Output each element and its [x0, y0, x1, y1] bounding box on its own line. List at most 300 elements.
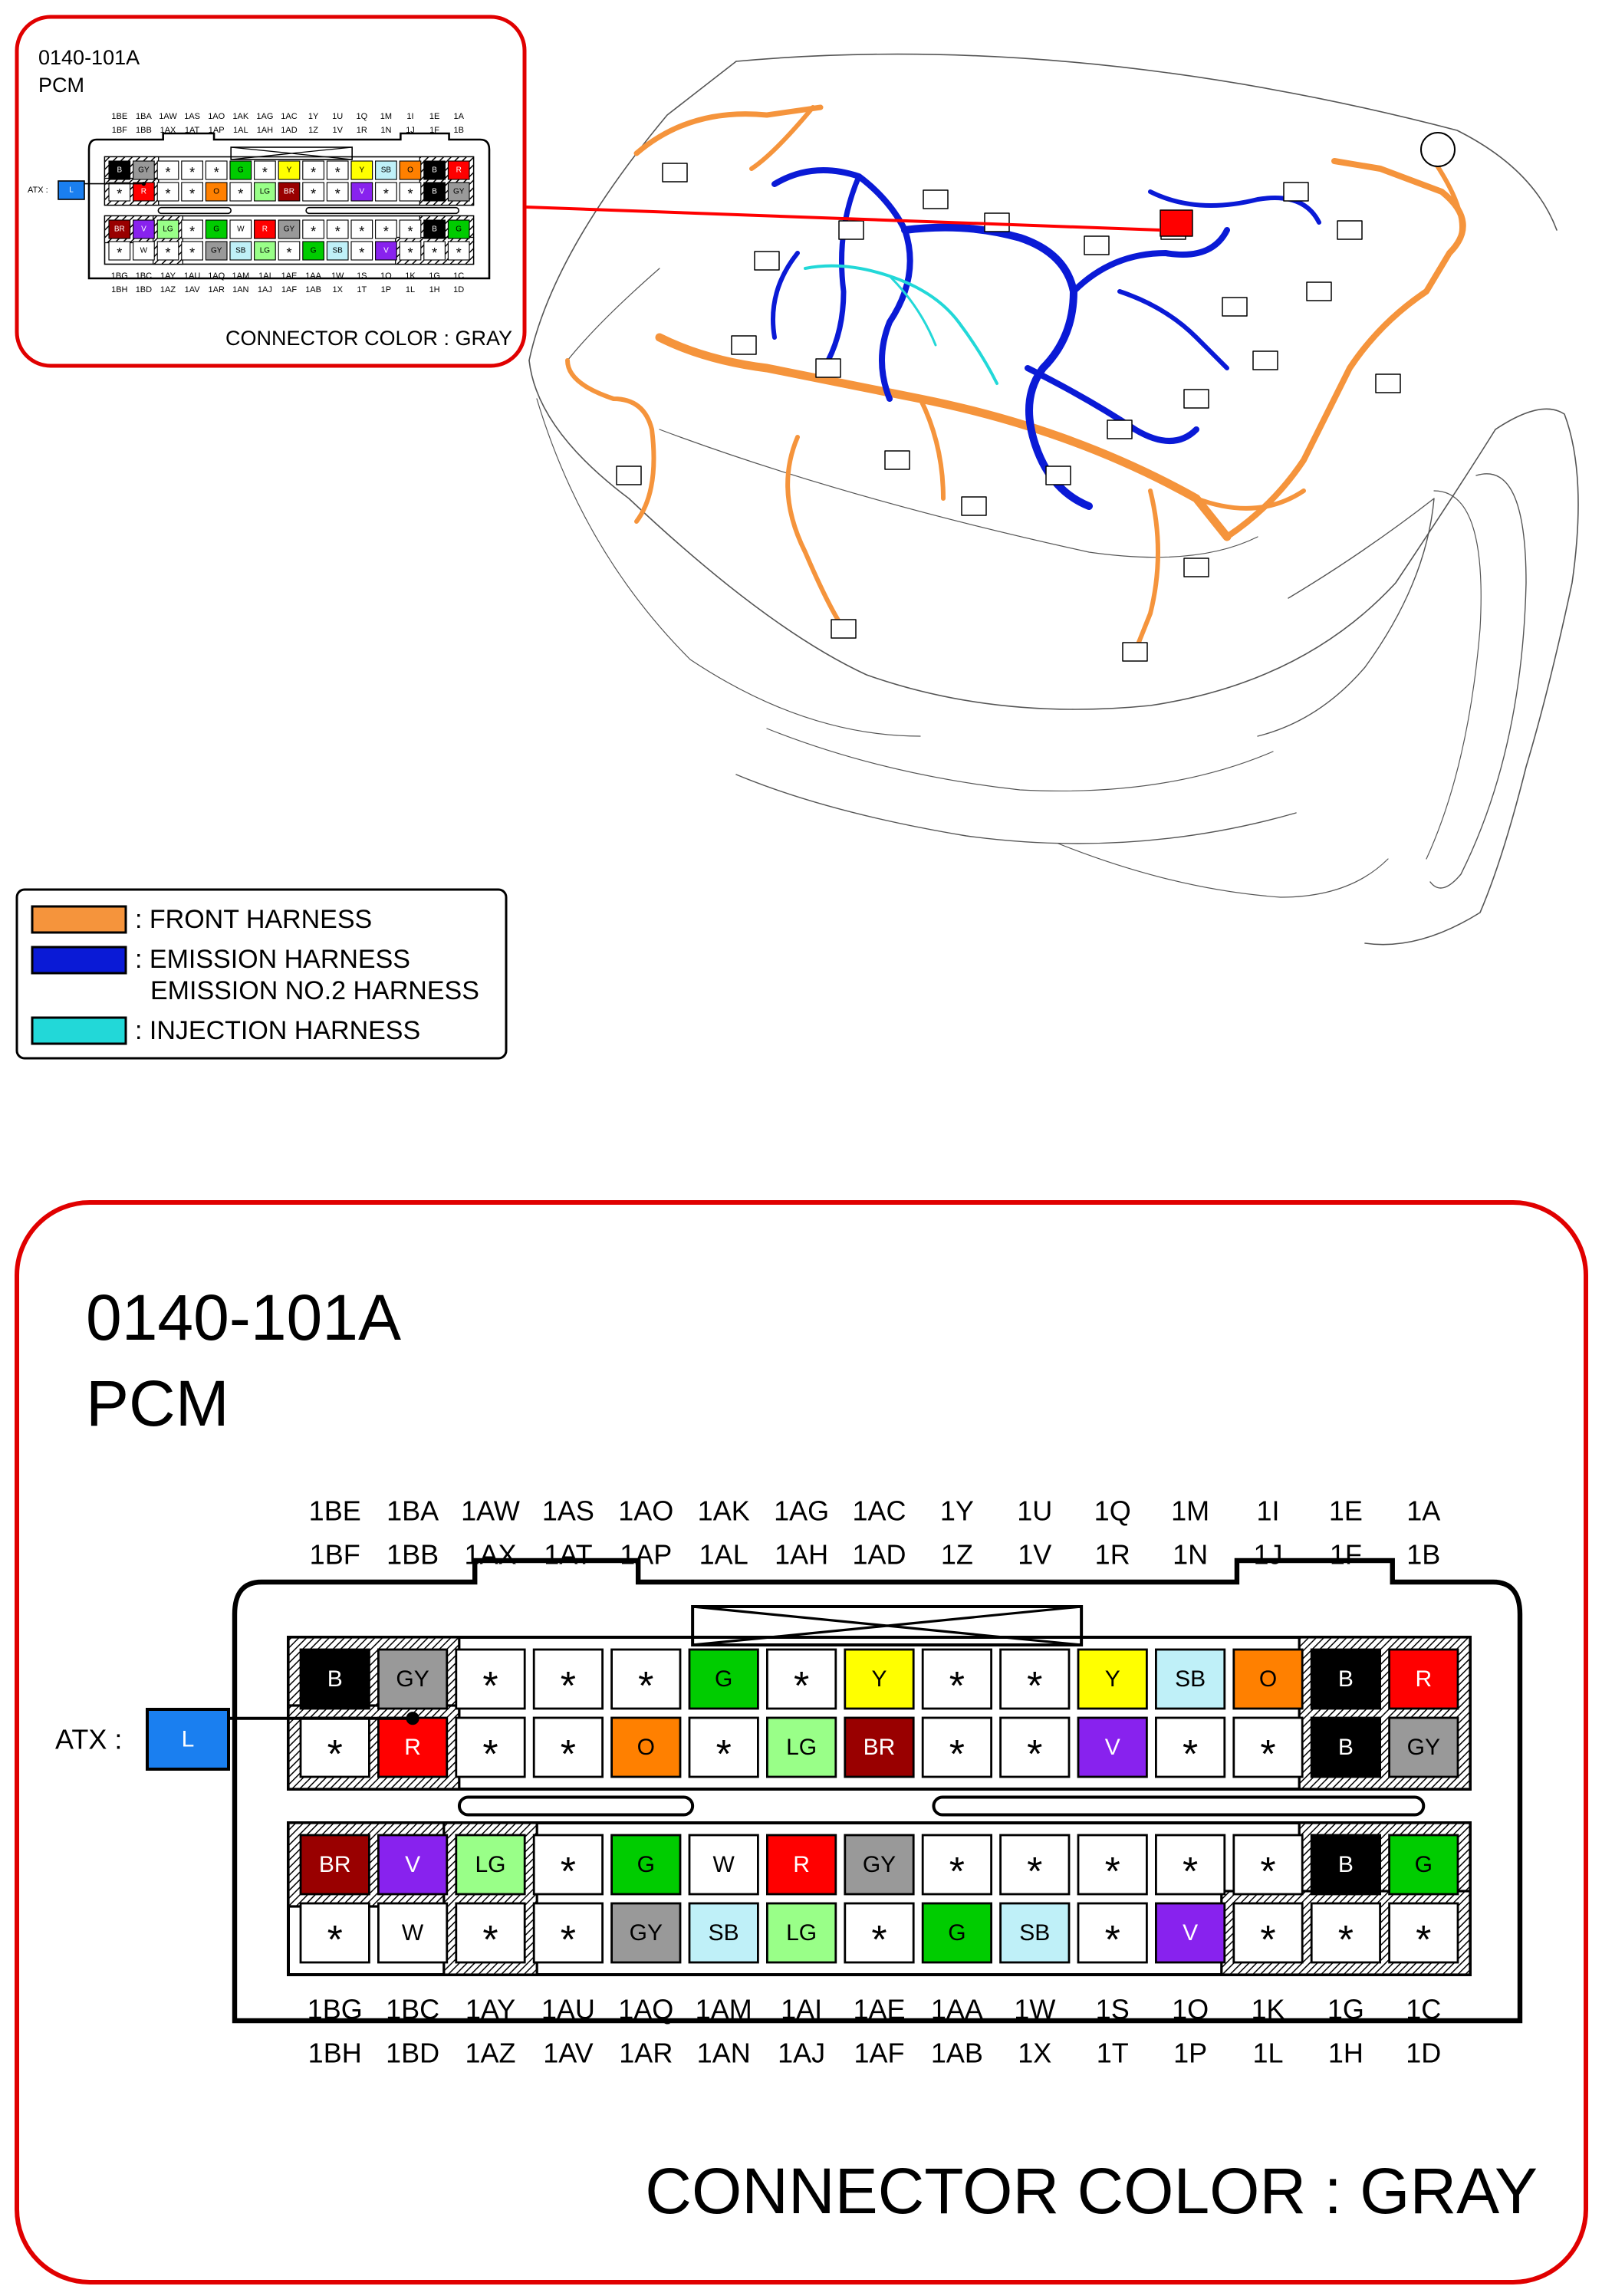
large-pin-unused: *	[1260, 1849, 1276, 1894]
inset-pin-number-label: 1AQ	[208, 271, 225, 281]
large-pin-unused: *	[482, 1917, 498, 1962]
inset-pin-number-label: 1AK	[232, 112, 249, 121]
large-pin-number-label: 1P	[1173, 2037, 1208, 2069]
inset-pin-number-label: 1AY	[160, 271, 176, 281]
inset-rail-right	[306, 208, 459, 214]
inset-pin-number-label: 1AR	[208, 285, 225, 294]
large-pin-number-label: 1AI	[781, 1993, 823, 2025]
inset-pin-unused: *	[334, 186, 340, 202]
large-pin-number-label: 1AZ	[465, 2037, 516, 2069]
inset-pin-number-label: 1T	[357, 285, 367, 294]
inset-pin-unused: *	[189, 245, 196, 262]
inset-pin-number-label: 1O	[380, 271, 392, 281]
large-pin-unused: *	[327, 1917, 343, 1962]
large-pin-number-label: 1AG	[774, 1495, 830, 1527]
spoiler-line	[1058, 844, 1388, 897]
grille-upper	[767, 729, 1273, 791]
large-pin-wire-color: Y	[871, 1666, 887, 1692]
inset-pin-number-label: 1AB	[305, 285, 321, 294]
large-pin-unused: *	[560, 1663, 577, 1709]
inset-pin-wire-color: SB	[235, 246, 246, 255]
inset-pin-wire-color: SB	[332, 246, 343, 255]
large-pin-number-label: 1AE	[853, 1993, 906, 2025]
large-pin-number-label: 1AY	[465, 1993, 516, 2025]
inset-pin-wire-color: O	[213, 187, 220, 196]
inset-pin-unused: *	[117, 186, 123, 202]
inset-pin-unused: *	[165, 186, 171, 202]
ground-terminal-icon	[1421, 133, 1455, 166]
inset-pin-number-label: 1BA	[136, 112, 152, 121]
large-pin-wire-color: B	[1337, 1852, 1354, 1877]
inset-pin-number-label: 1B	[453, 126, 464, 135]
large-pin-wire-color: W	[712, 1852, 735, 1877]
large-pin-wire-color: GY	[862, 1852, 896, 1877]
large-pin-number-label: 1Y	[939, 1495, 974, 1527]
inset-pin-wire-color: V	[141, 225, 146, 234]
inset-pin-wire-color: R	[140, 187, 147, 196]
inset-connector-code: 0140-101A	[38, 46, 140, 69]
large-pin-unused: *	[1260, 1917, 1276, 1962]
emission-no2-harness-label: EMISSION NO.2 HARNESS	[150, 976, 479, 1005]
large-pin-number-label: 1C	[1406, 1993, 1442, 2025]
inset-pin-wire-color: G	[310, 246, 317, 255]
inset-pin-number-label: 1BH	[111, 285, 128, 294]
large-pin-unused: *	[327, 1732, 343, 1777]
large-pin-unused: *	[638, 1663, 654, 1709]
large-pin-number-label: 1W	[1014, 1993, 1056, 2025]
large-pin-wire-color: SB	[1175, 1666, 1206, 1692]
inset-pin-number-label: 1BB	[136, 126, 152, 135]
harness-connector-1	[732, 336, 756, 354]
inset-pin-number-label: 1AZ	[160, 285, 176, 294]
inset-pin-wire-color: B	[432, 225, 437, 234]
large-pin-number-label: 1T	[1096, 2037, 1129, 2069]
inset-pin-number-label: 1W	[331, 271, 344, 281]
large-pin-wire-color: R	[793, 1852, 810, 1877]
large-pin-unused: *	[949, 1849, 965, 1894]
inset-pin-number-label: 1R	[356, 126, 367, 135]
large-pin-number-label: 1R	[1094, 1538, 1130, 1571]
large-pin-number-label: 1L	[1252, 2037, 1284, 2069]
inset-pin-wire-color: Y	[359, 166, 365, 175]
large-rail-left	[459, 1797, 692, 1814]
inset-pin-wire-color: Y	[286, 166, 292, 175]
large-pin-wire-color: V	[1104, 1735, 1120, 1760]
large-pin-wire-color: V	[405, 1852, 421, 1877]
inset-rail-left	[158, 208, 231, 214]
inset-pin-wire-color: SB	[380, 166, 392, 175]
large-pin-unused: *	[1027, 1732, 1043, 1777]
inset-pin-unused: *	[165, 245, 171, 262]
inset-pin-wire-color: R	[262, 225, 268, 234]
headlamp-right	[1258, 498, 1434, 736]
inset-pin-wire-color: B	[432, 166, 437, 175]
inset-pin-unused: *	[432, 245, 438, 262]
inset-connector-panel	[17, 17, 525, 366]
large-pin-unused: *	[1182, 1849, 1199, 1894]
large-atx-dot	[406, 1712, 419, 1725]
large-pin-number-label: 1U	[1017, 1495, 1053, 1527]
large-pin-number-label: 1AJ	[778, 2037, 826, 2069]
harness-connector-22	[1184, 558, 1209, 577]
large-pin-number-label: 1G	[1327, 1993, 1364, 2025]
large-pin-wire-color: G	[637, 1852, 655, 1877]
harness-connector-9	[1307, 282, 1331, 301]
inset-pin-number-label: 1K	[405, 271, 416, 281]
inset-pin-unused: *	[262, 165, 268, 181]
harness-connector-6	[1107, 420, 1132, 439]
large-pin-number-label: 1BB	[387, 1538, 439, 1571]
hood-front-edge	[660, 429, 1258, 558]
inset-pin-number-label: 1C	[453, 271, 465, 281]
large-pin-number-label: 1J	[1253, 1538, 1283, 1571]
inset-pin-number-label: 1AV	[184, 285, 200, 294]
large-pin-unused: *	[1027, 1849, 1043, 1894]
large-pin-unused: *	[871, 1917, 887, 1962]
inset-pin-number-label: 1AG	[256, 112, 274, 121]
harness-connector-8	[1253, 351, 1278, 370]
harness-connector-14	[1084, 236, 1109, 255]
large-pin-number-label: 1AB	[930, 2037, 983, 2069]
inset-pin-number-label: 1AE	[281, 271, 298, 281]
inset-pin-unused: *	[334, 165, 340, 181]
large-pin-wire-color: G	[715, 1666, 733, 1692]
inset-pin-wire-color: GY	[138, 166, 150, 175]
inset-pin-unused: *	[359, 245, 365, 262]
large-pin-unused: *	[1182, 1732, 1199, 1777]
large-pin-wire-color: LG	[786, 1735, 817, 1760]
large-pin-wire-color: G	[948, 1920, 966, 1946]
inset-pin-unused: *	[383, 224, 389, 240]
inset-pin-number-label: 1A	[453, 112, 464, 121]
inset-pin-unused: *	[407, 224, 413, 240]
inset-pin-unused: *	[407, 186, 413, 202]
inset-pin-number-label: 1BF	[111, 126, 127, 135]
large-pin-number-label: 1AL	[699, 1538, 748, 1571]
harness-connector-16	[923, 190, 948, 209]
harness-route-1	[660, 337, 1227, 537]
large-pin-number-label: 1D	[1406, 2037, 1442, 2069]
large-atx-wire-color: L	[181, 1726, 195, 1752]
large-pin-wire-color: GY	[629, 1920, 663, 1946]
inset-pin-number-label: 1Q	[356, 112, 368, 121]
inset-pin-wire-color: B	[432, 187, 437, 196]
inset-pin-number-label: 1I	[406, 112, 414, 121]
inset-pin-wire-color: G	[237, 166, 244, 175]
harness-connector-21	[1123, 643, 1147, 661]
large-pin-number-label: 1E	[1328, 1495, 1363, 1527]
inset-pin-wire-color: BR	[113, 225, 125, 234]
inset-pin-number-label: 1BC	[135, 271, 153, 281]
inset-pin-wire-color: LG	[259, 246, 271, 255]
harness-route-11	[905, 228, 1089, 506]
inset-pin-wire-color: G	[213, 225, 220, 234]
inset-pin-number-label: 1V	[332, 126, 343, 135]
large-pin-number-label: 1BA	[387, 1495, 439, 1527]
inset-pin-number-label: 1P	[380, 285, 392, 294]
large-pin-number-label: 1AS	[541, 1495, 594, 1527]
harness-connector-20	[831, 620, 856, 638]
large-pin-unused: *	[560, 1917, 577, 1962]
large-pin-number-label: 1AR	[619, 2037, 673, 2069]
harness-connector-2	[816, 359, 840, 377]
large-pin-wire-color: LG	[786, 1920, 817, 1946]
large-pin-number-label: 1AW	[461, 1495, 520, 1527]
inset-pin-number-label: 1AT	[184, 126, 200, 135]
large-pin-wire-color: O	[1258, 1666, 1278, 1692]
inset-pin-number-label: 1U	[332, 112, 344, 121]
inset-pin-wire-color: GY	[283, 225, 295, 234]
large-pin-wire-color: LG	[475, 1852, 506, 1877]
large-pin-number-label: 1S	[1095, 1993, 1130, 2025]
large-pin-number-label: 1AV	[543, 2037, 594, 2069]
emission-harness-swatch	[32, 947, 126, 973]
large-pin-unused: *	[560, 1849, 577, 1894]
wheel-arch	[1430, 474, 1526, 888]
inset-pin-wire-color: B	[117, 166, 123, 175]
inset-pin-wire-color: R	[456, 166, 462, 175]
large-pin-number-label: 1AF	[854, 2037, 905, 2069]
inset-pin-wire-color: V	[359, 187, 365, 196]
inset-pin-wire-color: W	[140, 246, 148, 255]
inset-pin-wire-color: GY	[210, 246, 222, 255]
harness-connector-3	[885, 451, 910, 469]
inset-pin-wire-color: LG	[259, 187, 271, 196]
large-pin-number-label: 1F	[1329, 1538, 1362, 1571]
inset-pin-number-label: 1L	[405, 285, 416, 294]
harness-connector-4	[962, 497, 986, 515]
inset-pin-unused: *	[383, 186, 389, 202]
large-pin-number-label: 1K	[1251, 1993, 1285, 2025]
inset-pin-number-label: 1AO	[208, 112, 225, 121]
large-pin-number-label: 1V	[1018, 1538, 1052, 1571]
inset-pin-wire-color: LG	[163, 225, 173, 234]
inset-pin-number-label: 1F	[429, 126, 440, 135]
harness-legend	[17, 890, 506, 1058]
harness-connector-19	[617, 466, 641, 485]
inset-pin-number-label: 1BD	[135, 285, 153, 294]
front-harness-label: : FRONT HARNESS	[135, 905, 373, 934]
large-pin-wire-color: O	[637, 1735, 655, 1760]
large-pin-number-label: 1B	[1406, 1538, 1441, 1571]
inset-pin-number-label: 1AA	[305, 271, 321, 281]
large-pin-number-label: 1Z	[940, 1538, 973, 1571]
inset-pin-number-label: 1AF	[281, 285, 298, 294]
large-pin-number-label: 1M	[1171, 1495, 1210, 1527]
harness-connector-23	[1376, 374, 1400, 393]
fender-right	[1365, 409, 1578, 944]
large-pin-number-label: 1Q	[1094, 1495, 1131, 1527]
large-pin-number-label: 1AT	[544, 1538, 593, 1571]
large-pin-number-label: 1BH	[308, 2037, 362, 2069]
inset-connector-name: PCM	[38, 74, 84, 97]
inset-pin-number-label: 1AL	[233, 126, 248, 135]
inset-pin-number-label: 1AI	[258, 271, 271, 281]
large-pin-wire-color: R	[1415, 1666, 1433, 1692]
inset-pin-number-label: 1D	[453, 285, 465, 294]
inset-pin-number-label: 1AC	[281, 112, 298, 121]
large-pin-number-label: 1A	[1406, 1495, 1441, 1527]
inset-pin-wire-color: G	[456, 225, 462, 234]
large-pin-unused: *	[1416, 1917, 1432, 1962]
large-pin-wire-color: SB	[708, 1920, 739, 1946]
large-pin-unused: *	[482, 1732, 498, 1777]
inset-pin-unused: *	[286, 245, 292, 262]
large-pin-unused: *	[482, 1663, 498, 1709]
inset-pin-number-label: 1Y	[308, 112, 319, 121]
inset-pin-number-label: 1E	[429, 112, 440, 121]
inset-atx-label: ATX :	[28, 186, 48, 195]
harness-connector-11	[1284, 183, 1308, 201]
inset-pin-wire-color: BR	[284, 187, 294, 196]
inset-pin-unused: *	[117, 245, 123, 262]
harness-connector-18	[755, 252, 779, 270]
inset-pin-unused: *	[189, 224, 196, 240]
inset-pin-unused: *	[359, 224, 365, 240]
large-pin-unused: *	[560, 1732, 577, 1777]
large-pin-wire-color: B	[1337, 1666, 1354, 1692]
inset-pin-number-label: 1BE	[111, 112, 128, 121]
large-connector-name: PCM	[86, 1367, 229, 1439]
inset-pin-unused: *	[311, 224, 317, 240]
large-pin-number-label: 1BE	[308, 1495, 361, 1527]
large-pin-wire-color: SB	[1019, 1920, 1051, 1946]
harness-route-5	[788, 437, 844, 629]
inset-pin-number-label: 1AX	[160, 126, 176, 135]
large-pin-number-label: 1AM	[695, 1993, 752, 2025]
inset-pin-number-label: 1AM	[232, 271, 250, 281]
large-pin-number-label: 1AP	[620, 1538, 673, 1571]
harness-connector-7	[1184, 390, 1209, 408]
inset-pin-number-label: 1M	[380, 112, 393, 121]
inset-atx-wire-color: L	[69, 186, 74, 195]
large-pin-unused: *	[1260, 1732, 1276, 1777]
harness-connector-5	[1046, 466, 1071, 485]
inset-pin-unused: *	[189, 165, 196, 181]
large-connector-color-label: CONNECTOR COLOR : GRAY	[645, 2155, 1538, 2227]
large-pin-wire-color: BR	[318, 1852, 351, 1877]
large-pin-wire-color: V	[1183, 1920, 1199, 1946]
large-pin-number-label: 1BG	[307, 1993, 363, 2025]
large-pin-number-label: 1N	[1173, 1538, 1209, 1571]
inset-pin-unused: *	[456, 245, 462, 262]
harness-connector-10	[1337, 221, 1362, 239]
inset-pin-number-label: 1G	[429, 271, 440, 281]
grille-lower	[736, 775, 1296, 844]
inset-atx-dot	[142, 182, 146, 186]
large-pin-number-label: 1AN	[696, 2037, 751, 2069]
large-atx-label: ATX :	[55, 1723, 123, 1755]
large-pin-number-label: 1AQ	[618, 1993, 674, 2025]
large-pin-wire-color: Y	[1104, 1666, 1120, 1692]
inset-pin-unused: *	[238, 186, 244, 202]
inset-pin-number-label: 1AH	[256, 126, 274, 135]
large-pin-number-label: 1AX	[464, 1538, 517, 1571]
large-pin-number-label: 1AU	[541, 1993, 595, 2025]
large-pin-unused: *	[1337, 1917, 1354, 1962]
large-pin-wire-color: R	[404, 1735, 421, 1760]
inset-pin-wire-color: V	[383, 246, 389, 255]
inset-pin-unused: *	[311, 186, 317, 202]
harness-route-16	[1120, 291, 1227, 368]
large-pin-unused: *	[793, 1663, 810, 1709]
harness-route-4	[567, 360, 654, 521]
inset-pin-unused: *	[165, 165, 171, 181]
harness-route-6	[920, 399, 943, 498]
large-pin-unused: *	[1104, 1917, 1120, 1962]
large-pin-number-label: 1I	[1256, 1495, 1280, 1527]
large-pin-number-label: 1BD	[386, 2037, 440, 2069]
inset-pin-number-label: 1AP	[208, 126, 225, 135]
large-pin-wire-color: B	[1337, 1735, 1354, 1760]
inset-pin-unused: *	[189, 186, 196, 202]
large-pin-number-label: 1AO	[618, 1495, 674, 1527]
large-pin-number-label: 1H	[1327, 2037, 1364, 2069]
inset-pin-number-label: 1J	[406, 126, 415, 135]
large-pin-unused: *	[949, 1732, 965, 1777]
inset-pin-wire-color: O	[407, 166, 413, 175]
tire-line	[1426, 491, 1481, 859]
large-pin-number-label: 1AC	[852, 1495, 906, 1527]
inset-pin-number-label: 1Z	[308, 126, 319, 135]
harness-connector-17	[839, 221, 864, 239]
large-pin-wire-color: B	[327, 1666, 343, 1692]
inset-pin-number-label: 1N	[380, 126, 392, 135]
inset-pin-number-label: 1BG	[110, 271, 128, 281]
emission-harness-label: : EMISSION HARNESS	[135, 945, 410, 974]
injection-harness-label: : INJECTION HARNESS	[135, 1016, 421, 1045]
engine-bay-illustration	[529, 54, 1578, 945]
harness-route-7	[1135, 491, 1158, 652]
large-pin-wire-color: GY	[1406, 1735, 1440, 1760]
large-rail-right	[933, 1797, 1423, 1814]
large-pin-number-label: 1BF	[309, 1538, 360, 1571]
inset-pin-unused: *	[213, 165, 219, 181]
large-pin-wire-color: GY	[396, 1666, 429, 1692]
inset-pin-number-label: 1AJ	[257, 285, 272, 294]
front-harness-swatch	[32, 906, 126, 933]
inset-pin-number-label: 1H	[429, 285, 440, 294]
inset-pin-unused: *	[407, 245, 413, 262]
harness-connector-12	[1222, 298, 1247, 316]
large-pin-unused: *	[1027, 1663, 1043, 1709]
inset-pin-unused: *	[311, 165, 317, 181]
injection-harness-swatch	[32, 1018, 126, 1044]
bumper-lower-left	[537, 399, 920, 736]
pcm-connector-highlight	[1160, 210, 1192, 236]
large-pin-unused: *	[1104, 1849, 1120, 1894]
harness-connector-0	[663, 163, 687, 182]
inset-pin-number-label: 1AN	[232, 285, 249, 294]
large-pin-unused: *	[715, 1732, 732, 1777]
large-pin-wire-color: W	[401, 1920, 424, 1946]
harness-route-8	[1196, 491, 1304, 508]
large-connector-panel	[17, 1202, 1586, 2282]
inset-pin-number-label: 1AD	[281, 126, 298, 135]
inset-pin-number-label: 1S	[357, 271, 367, 281]
large-pin-wire-color: BR	[863, 1735, 896, 1760]
inset-pin-number-label: 1AW	[159, 112, 177, 121]
inset-connector-color-label: CONNECTOR COLOR : GRAY	[225, 327, 512, 350]
large-pin-number-label: 1BC	[386, 1993, 440, 2025]
large-pin-number-label: 1AK	[697, 1495, 750, 1527]
large-pin-number-label: 1X	[1018, 2037, 1052, 2069]
large-pin-unused: *	[949, 1663, 965, 1709]
large-pin-number-label: 1AH	[775, 1538, 829, 1571]
inset-pin-unused: *	[334, 224, 340, 240]
large-pin-wire-color: G	[1414, 1852, 1433, 1877]
large-pin-number-label: 1AA	[930, 1993, 983, 2025]
